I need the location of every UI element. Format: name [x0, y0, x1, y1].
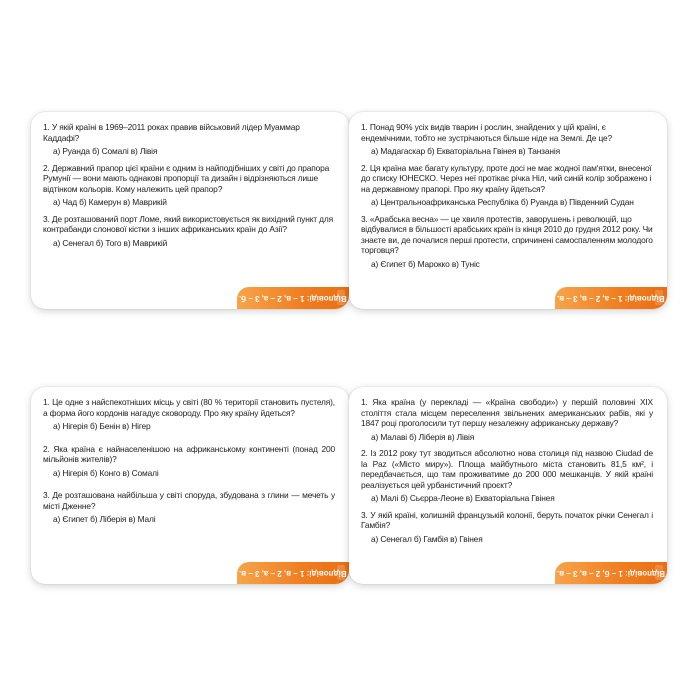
answer-options: а) Центральноафриканська Республіка б) Руанда в) Південний Судан	[371, 197, 634, 207]
answer-strip	[555, 562, 667, 584]
question-item	[361, 448, 653, 504]
question-text: 1. У якій країні в 1969–2011 роках правив військовий лідер Муаммар Каддафі?	[43, 122, 300, 143]
question-text: 3. «Арабська весна» — це хвиля протестів, заворушень і революцій, що відбувалися в більшості арабських країн із кінця 2010 до грудня 2012 року. Чи знаєте ви, де почалися перші протести, спричинені самоспаленням молодого торговця?	[361, 213, 653, 255]
question-list	[43, 122, 335, 254]
question-text: 1. Це одне з найспекотніших місць у світі (80 % території становить пустеля), а форма його кордонів нагадує сковороду. Про яку країну йдеться?	[43, 397, 335, 418]
answer-key: Відповіді: 1 – в, 2 – а, 3 – б.	[239, 293, 347, 303]
answer-options: а) Руанда б) Сомалі в) Лівія	[53, 146, 158, 156]
question-list	[43, 397, 335, 531]
question-text: 1. Понад 90% усіх видів тварин і рослин, знайдених у цій країні, є ендемічними, тобто не зустрічаються більше ніде на Землі. Де це?	[361, 122, 613, 143]
answer-options: а) Сенегал б) Гамбія в) Гвінея	[371, 533, 483, 544]
quiz-card-3	[31, 387, 349, 584]
question-item	[361, 122, 653, 157]
answer-strip	[237, 562, 349, 584]
quiz-card-1	[31, 112, 349, 309]
answer-key: Відповіді: 1 – а, 2 – в, 3 – в.	[557, 293, 665, 303]
question-item	[361, 214, 653, 270]
question-item	[43, 122, 335, 157]
question-list	[361, 397, 653, 550]
answer-options: а) Нігерія б) Бенін в) Нігер	[53, 421, 151, 431]
answer-key: Відповіді: 1 – в, 2 – а, 3 – в.	[239, 568, 347, 578]
question-text: 3. Де розташований порт Ломе, який використовується як вихідний пункт для контрабанди слонової кістки з інших африканських країн до Азії?	[43, 213, 334, 234]
answer-options: а) Нігерія б) Конго в) Сомалі	[53, 467, 159, 478]
question-item	[361, 510, 653, 545]
question-text: 2. Ця країна має багату культуру, проте досі не має жодної пам'ятки, внесеної до списку ЮНЕСКО. Через неї протікає річка Ніл, чий синій колір зображено і на державному прапорі. Про яку країну йдеться?	[361, 162, 652, 194]
question-item	[361, 163, 653, 208]
answer-strip	[555, 287, 667, 309]
answer-strip	[237, 287, 349, 309]
question-item	[361, 397, 653, 442]
question-text: 2. Державний прапор цієї країни є одним із найподібніших у світі до прапора Румунії — вони мають однакові пропорції та дизайн і відрізняються лише відтінком кольорів. Кому належить цей прапор?	[43, 162, 330, 194]
question-item	[43, 397, 335, 432]
answer-options: а) Мадагаскар б) Екваторіальна Гвінея в) Танзанія	[371, 146, 560, 156]
question-text: 2. Яка країна є найнаселенішою на африканському континенті (понад 200 мільйонів жителів)?	[43, 443, 335, 464]
question-text: 3. Де розташована найбільша у світі споруда, збудована з глини — мечеть у місті Дженне?	[43, 490, 335, 511]
question-list	[361, 122, 653, 275]
quiz-card-4	[349, 387, 667, 584]
question-item	[43, 444, 335, 479]
question-item	[43, 490, 335, 525]
quiz-card-2	[349, 112, 667, 309]
answer-options: а) Малаві б) Ліберія в) Лівія	[371, 431, 475, 442]
question-text: 2. Із 2012 року тут зводиться абсолютно нова столиця під назвою Ciudad de la Paz («Місто миру»). Площа майбутнього міста становить 81,5 км², і передбачається, що там проживатиме до 200 000 мешканців. У якій країні реалізується цей урбаністичний проєкт?	[361, 448, 653, 490]
answer-options: а) Єгипет б) Марокко в) Туніс	[371, 258, 480, 269]
question-item	[43, 214, 335, 249]
answer-key: Відповіді: 1 – б, 2 – в, 3 – в.	[556, 568, 666, 578]
question-item	[43, 163, 335, 208]
answer-options: а) Єгипет б) Ліберія в) Малі	[53, 514, 156, 524]
question-text: 1. Яка країна (у перекладі — «Країна свободи») у першій половині XIX століття стала місцем переселення звільнених американських рабів, які у 1847 році проголосили тут першу незалежну африканську державу?	[361, 397, 653, 428]
question-text: 3. У якій країні, колишній французькій колонії, беруть початок річки Сенегал і Гамбія?	[361, 509, 653, 530]
answer-options: а) Сенегал б) Того в) Маврикій	[53, 237, 168, 248]
answer-options: а) Чад б) Камерун в) Маврикій	[53, 197, 167, 207]
answer-options: а) Малі б) Сьєрра-Леоне в) Екваторіальна Гвінея	[371, 493, 555, 503]
